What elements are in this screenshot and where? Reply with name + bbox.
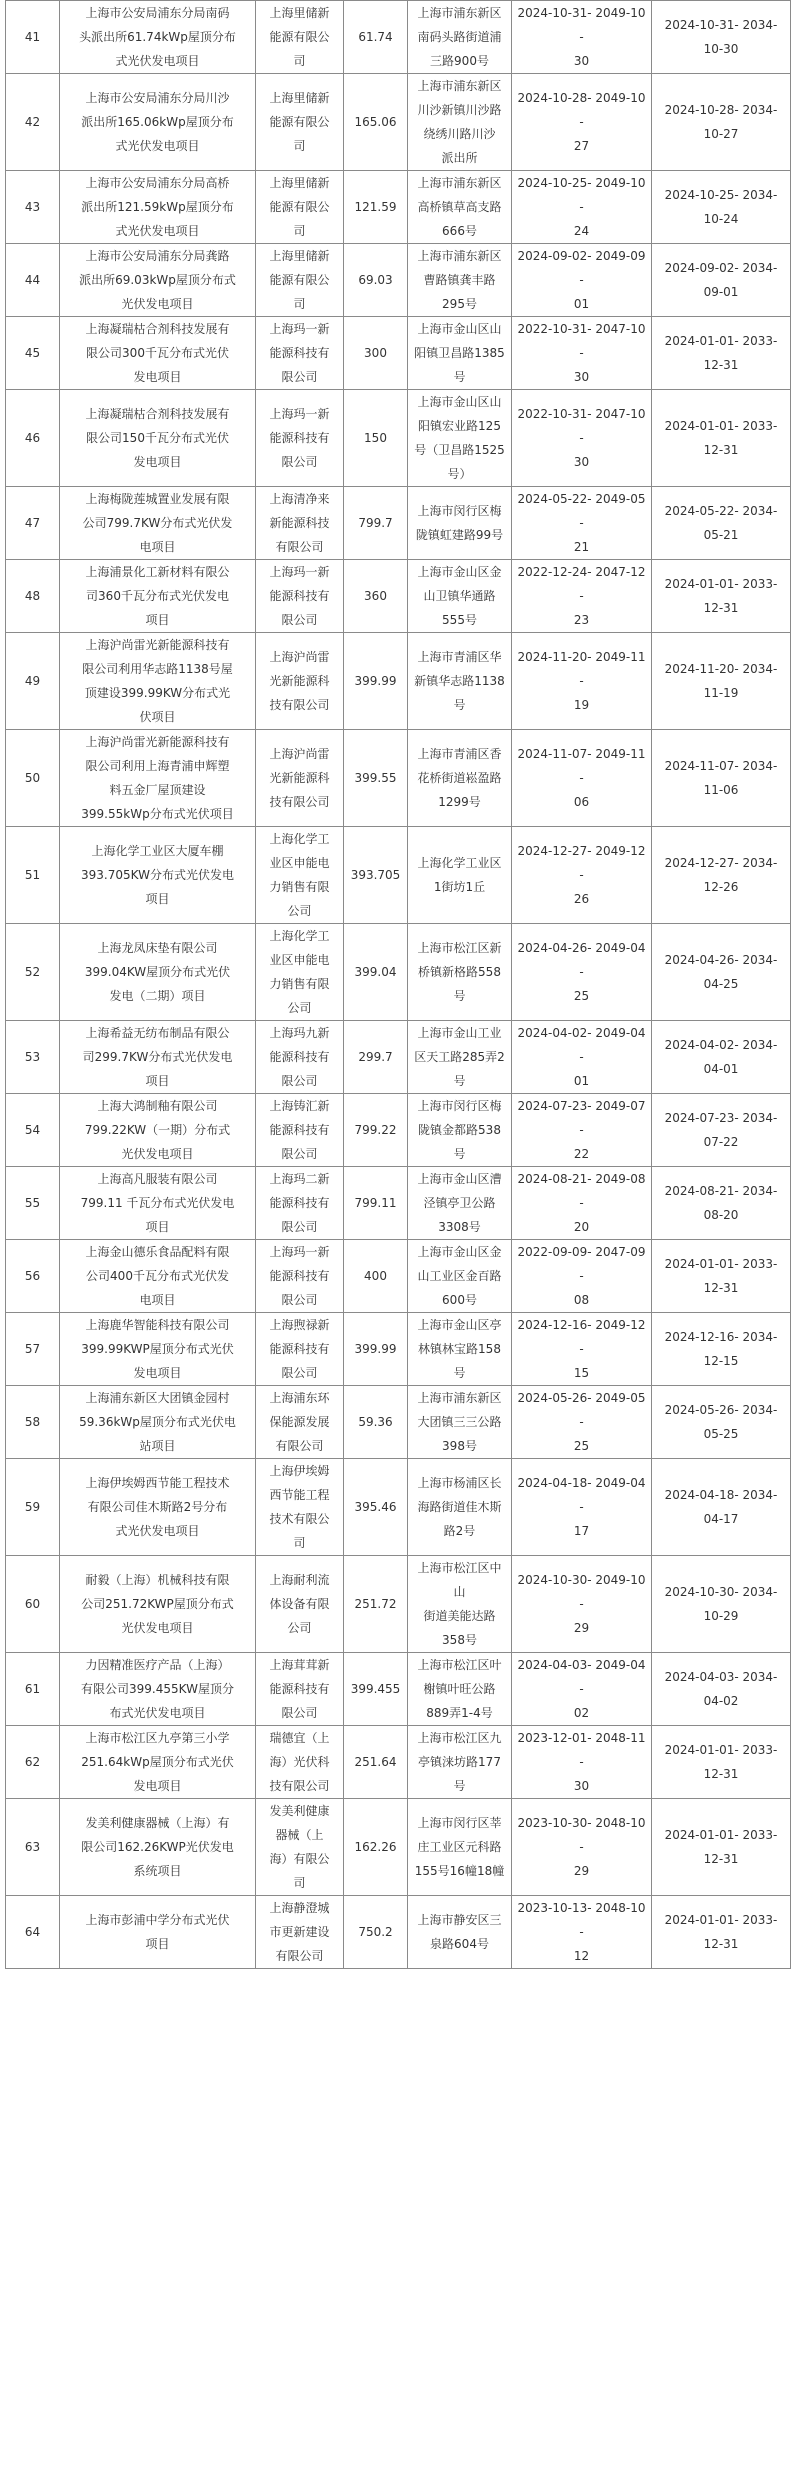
capacity-value: 750.2 [344,1896,408,1969]
support-period: 2024-09-02- 2034- 09-01 [652,244,791,317]
project-address: 上海市闵行区莘 庄工业区元科路 155号16幢18幢 [408,1799,512,1896]
owner-company: 上海化学工 业区申能电 力销售有限 公司 [256,827,344,924]
project-address: 上海市杨浦区长 海路街道佳木斯 路2号 [408,1459,512,1556]
owner-company: 上海玛二新 能源科技有 限公司 [256,1167,344,1240]
project-address: 上海市浦东新区 大团镇三三公路 398号 [408,1386,512,1459]
contract-term: 2024-11-20- 2049-11- 19 [512,633,652,730]
row-number: 45 [6,317,60,390]
support-period: 2024-08-21- 2034- 08-20 [652,1167,791,1240]
row-number: 55 [6,1167,60,1240]
project-address: 上海市青浦区华 新镇华志路1138 号 [408,633,512,730]
owner-company: 上海玛一新 能源科技有 限公司 [256,560,344,633]
capacity-value: 399.99 [344,633,408,730]
project-address: 上海市松江区九 亭镇涞坊路177 号 [408,1726,512,1799]
project-address: 上海市静安区三 泉路604号 [408,1896,512,1969]
row-number: 42 [6,74,60,171]
support-period: 2024-01-01- 2033- 12-31 [652,317,791,390]
contract-term: 2024-04-03- 2049-04- 02 [512,1653,652,1726]
project-address: 上海市金山工业 区天工路285弄2 号 [408,1021,512,1094]
contract-term: 2022-10-31- 2047-10- 30 [512,390,652,487]
owner-company: 上海玛九新 能源科技有 限公司 [256,1021,344,1094]
project-name: 力因精准医疗产品（上海） 有限公司399.455KW屋顶分 布式光伏发电项目 [60,1653,256,1726]
contract-term: 2024-07-23- 2049-07- 22 [512,1094,652,1167]
project-address: 上海市闵行区梅 陇镇虹建路99号 [408,487,512,560]
contract-term: 2024-10-31- 2049-10- 30 [512,1,652,74]
support-period: 2024-04-18- 2034- 04-17 [652,1459,791,1556]
table-row [6,1799,791,1896]
row-number: 52 [6,924,60,1021]
support-period: 2024-01-01- 2033- 12-31 [652,1726,791,1799]
table-row [6,1386,791,1459]
table-row [6,1653,791,1726]
table-row [6,1240,791,1313]
project-name: 上海市彭浦中学分布式光伏 项目 [60,1896,256,1969]
project-name: 上海大鸿制釉有限公司 799.22KW（一期）分布式 光伏发电项目 [60,1094,256,1167]
table-row [6,487,791,560]
table-row [6,1313,791,1386]
contract-term: 2024-12-27- 2049-12- 26 [512,827,652,924]
project-address: 上海市浦东新区 川沙新镇川沙路 绕绣川路川沙 派出所 [408,74,512,171]
owner-company: 上海里储新 能源有限公 司 [256,1,344,74]
capacity-value: 121.59 [344,171,408,244]
support-period: 2024-01-01- 2033- 12-31 [652,1799,791,1896]
owner-company: 上海铸汇新 能源科技有 限公司 [256,1094,344,1167]
support-period: 2024-07-23- 2034- 07-22 [652,1094,791,1167]
capacity-value: 399.55 [344,730,408,827]
contract-term: 2024-05-22- 2049-05- 21 [512,487,652,560]
row-number: 49 [6,633,60,730]
support-period: 2024-11-20- 2034- 11-19 [652,633,791,730]
table-row [6,730,791,827]
owner-company: 上海沪尚雷 光新能源科 技有限公司 [256,730,344,827]
owner-company: 上海清净来 新能源科技 有限公司 [256,487,344,560]
contract-term: 2022-12-24- 2047-12- 23 [512,560,652,633]
table-row [6,1,791,74]
table-row [6,1556,791,1653]
capacity-value: 400 [344,1240,408,1313]
table-row [6,390,791,487]
owner-company: 上海玛一新 能源科技有 限公司 [256,317,344,390]
project-address: 上海市金山区山 阳镇卫昌路1385 号 [408,317,512,390]
owner-company: 发美利健康 器械（上 海）有限公 司 [256,1799,344,1896]
project-name: 上海凝瑞枯合剂科技发展有 限公司300千瓦分布式光伏 发电项目 [60,317,256,390]
project-name: 上海沪尚雷光新能源科技有 限公司利用华志路1138号屋 顶建设399.99KW分布式光 伏项目 [60,633,256,730]
table-row [6,633,791,730]
project-name: 上海化学工业区大厦车棚 393.705KW分布式光伏发电 项目 [60,827,256,924]
row-number: 44 [6,244,60,317]
contract-term: 2022-09-09- 2047-09- 08 [512,1240,652,1313]
support-period: 2024-10-25- 2034- 10-24 [652,171,791,244]
row-number: 43 [6,171,60,244]
project-name: 上海鹿华智能科技有限公司 399.99KWP屋顶分布式光伏 发电项目 [60,1313,256,1386]
project-name: 上海市公安局浦东分局南码 头派出所61.74kWp屋顶分布 式光伏发电项目 [60,1,256,74]
project-name: 耐毅（上海）机械科技有限 公司251.72KWP屋顶分布式 光伏发电项目 [60,1556,256,1653]
project-name: 发美利健康器械（上海）有 限公司162.26KWP光伏发电 系统项目 [60,1799,256,1896]
table-row [6,1459,791,1556]
table-row [6,171,791,244]
owner-company: 上海里储新 能源有限公 司 [256,74,344,171]
project-name: 上海浦景化工新材料有限公 司360千瓦分布式光伏发电 项目 [60,560,256,633]
capacity-value: 393.705 [344,827,408,924]
table-row [6,827,791,924]
project-address: 上海市浦东新区 高桥镇草高支路 666号 [408,171,512,244]
support-period: 2024-10-28- 2034- 10-27 [652,74,791,171]
row-number: 46 [6,390,60,487]
contract-term: 2023-10-30- 2048-10- 29 [512,1799,652,1896]
owner-company: 上海茸茸新 能源科技有 限公司 [256,1653,344,1726]
capacity-value: 399.455 [344,1653,408,1726]
capacity-value: 165.06 [344,74,408,171]
project-address: 上海市金山区漕 泾镇亭卫公路 3308号 [408,1167,512,1240]
owner-company: 上海玛一新 能源科技有 限公司 [256,1240,344,1313]
row-number: 57 [6,1313,60,1386]
contract-term: 2022-10-31- 2047-10- 30 [512,317,652,390]
owner-company: 上海玛一新 能源科技有 限公司 [256,390,344,487]
project-name: 上海市公安局浦东分局高桥 派出所121.59kWp屋顶分布 式光伏发电项目 [60,171,256,244]
capacity-value: 799.7 [344,487,408,560]
row-number: 63 [6,1799,60,1896]
table-row [6,560,791,633]
project-name: 上海龙凤床垫有限公司 399.04KW屋顶分布式光伏 发电（二期）项目 [60,924,256,1021]
support-period: 2024-12-27- 2034- 12-26 [652,827,791,924]
project-name: 上海市公安局浦东分局川沙 派出所165.06kWp屋顶分布 式光伏发电项目 [60,74,256,171]
project-address: 上海市金山区金 山卫镇华通路 555号 [408,560,512,633]
capacity-value: 59.36 [344,1386,408,1459]
project-name: 上海沪尚雷光新能源科技有 限公司利用上海青浦申辉塑 料五金厂屋顶建设 399.55kWp分布式光伏项目 [60,730,256,827]
row-number: 60 [6,1556,60,1653]
owner-company: 上海里储新 能源有限公 司 [256,244,344,317]
project-name: 上海市松江区九亭第三小学 251.64kWp屋顶分布式光伏 发电项目 [60,1726,256,1799]
contract-term: 2024-04-26- 2049-04- 25 [512,924,652,1021]
row-number: 53 [6,1021,60,1094]
row-number: 56 [6,1240,60,1313]
row-number: 51 [6,827,60,924]
table-row [6,317,791,390]
support-period: 2024-01-01- 2033- 12-31 [652,1240,791,1313]
owner-company: 上海沪尚雷 光新能源科 技有限公司 [256,633,344,730]
support-period: 2024-05-26- 2034- 05-25 [652,1386,791,1459]
owner-company: 上海里储新 能源有限公 司 [256,171,344,244]
project-address: 上海市浦东新区 曹路镇龚丰路 295号 [408,244,512,317]
owner-company: 上海浦东环 保能源发展 有限公司 [256,1386,344,1459]
support-period: 2024-10-31- 2034- 10-30 [652,1,791,74]
contract-term: 2024-04-18- 2049-04- 17 [512,1459,652,1556]
capacity-value: 300 [344,317,408,390]
row-number: 59 [6,1459,60,1556]
contract-term: 2024-09-02- 2049-09- 01 [512,244,652,317]
contract-term: 2024-08-21- 2049-08- 20 [512,1167,652,1240]
project-address: 上海市金山区山 阳镇宏业路125 号（卫昌路1525 号） [408,390,512,487]
table-row [6,1094,791,1167]
row-number: 48 [6,560,60,633]
contract-term: 2024-10-30- 2049-10- 29 [512,1556,652,1653]
project-name: 上海金山德乐食品配料有限 公司400千瓦分布式光伏发 电项目 [60,1240,256,1313]
support-period: 2024-01-01- 2033- 12-31 [652,560,791,633]
contract-term: 2024-10-25- 2049-10- 24 [512,171,652,244]
project-address: 上海市闵行区梅 陇镇金都路538 号 [408,1094,512,1167]
capacity-value: 69.03 [344,244,408,317]
owner-company: 上海静澄城 市更新建设 有限公司 [256,1896,344,1969]
capacity-value: 395.46 [344,1459,408,1556]
row-number: 41 [6,1,60,74]
table-body [6,1,791,1969]
project-address: 上海市松江区中山 街道美能达路 358号 [408,1556,512,1653]
project-address: 上海市浦东新区 南码头路街道浦 三路900号 [408,1,512,74]
contract-term: 2024-10-28- 2049-10- 27 [512,74,652,171]
owner-company: 上海化学工 业区申能电 力销售有限 公司 [256,924,344,1021]
support-period: 2024-12-16- 2034- 12-15 [652,1313,791,1386]
project-name: 上海希益无纺布制品有限公 司299.7KW分布式光伏发电 项目 [60,1021,256,1094]
table-row [6,244,791,317]
project-address: 上海市松江区新 桥镇新格路558 号 [408,924,512,1021]
project-address: 上海市金山区亭 林镇林宝路158 号 [408,1313,512,1386]
table-row [6,1167,791,1240]
contract-term: 2024-11-07- 2049-11- 06 [512,730,652,827]
row-number: 62 [6,1726,60,1799]
table-row [6,74,791,171]
capacity-value: 399.99 [344,1313,408,1386]
support-period: 2024-10-30- 2034- 10-29 [652,1556,791,1653]
table-row [6,1726,791,1799]
project-address: 上海市松江区叶 榭镇叶旺公路 889弄1-4号 [408,1653,512,1726]
row-number: 64 [6,1896,60,1969]
capacity-value: 799.11 [344,1167,408,1240]
capacity-value: 399.04 [344,924,408,1021]
owner-company: 上海伊埃姆 西节能工程 技术有限公 司 [256,1459,344,1556]
row-number: 58 [6,1386,60,1459]
project-name: 上海伊埃姆西节能工程技术 有限公司佳木斯路2号分布 式光伏发电项目 [60,1459,256,1556]
project-address: 上海市金山区金 山工业区金百路 600号 [408,1240,512,1313]
row-number: 61 [6,1653,60,1726]
project-address: 上海化学工业区 1街坊1丘 [408,827,512,924]
support-period: 2024-01-01- 2033- 12-31 [652,390,791,487]
contract-term: 2024-05-26- 2049-05- 25 [512,1386,652,1459]
project-name: 上海高凡服装有限公司 799.11 千瓦分布式光伏发电 项目 [60,1167,256,1240]
owner-company: 上海煦禄新 能源科技有 限公司 [256,1313,344,1386]
project-name: 上海凝瑞枯合剂科技发展有 限公司150千瓦分布式光伏 发电项目 [60,390,256,487]
capacity-value: 150 [344,390,408,487]
support-period: 2024-04-02- 2034- 04-01 [652,1021,791,1094]
row-number: 50 [6,730,60,827]
capacity-value: 251.64 [344,1726,408,1799]
capacity-value: 61.74 [344,1,408,74]
table-row [6,924,791,1021]
support-period: 2024-04-03- 2034- 04-02 [652,1653,791,1726]
project-name: 上海市公安局浦东分局龚路 派出所69.03kWp屋顶分布式 光伏发电项目 [60,244,256,317]
capacity-value: 299.7 [344,1021,408,1094]
support-period: 2024-11-07- 2034- 11-06 [652,730,791,827]
row-number: 54 [6,1094,60,1167]
capacity-value: 251.72 [344,1556,408,1653]
project-table [5,0,791,1969]
contract-term: 2024-04-02- 2049-04- 01 [512,1021,652,1094]
contract-term: 2024-12-16- 2049-12- 15 [512,1313,652,1386]
row-number: 47 [6,487,60,560]
capacity-value: 162.26 [344,1799,408,1896]
owner-company: 瑞德宜（上 海）光伏科 技有限公司 [256,1726,344,1799]
table-row [6,1021,791,1094]
contract-term: 2023-10-13- 2048-10- 12 [512,1896,652,1969]
owner-company: 上海耐利流 体设备有限 公司 [256,1556,344,1653]
contract-term: 2023-12-01- 2048-11- 30 [512,1726,652,1799]
capacity-value: 360 [344,560,408,633]
project-name: 上海浦东新区大团镇金园村 59.36kWp屋顶分布式光伏电 站项目 [60,1386,256,1459]
support-period: 2024-05-22- 2034- 05-21 [652,487,791,560]
capacity-value: 799.22 [344,1094,408,1167]
table-row [6,1896,791,1969]
project-name: 上海梅陇莲城置业发展有限 公司799.7KW分布式光伏发 电项目 [60,487,256,560]
project-address: 上海市青浦区香 花桥街道崧盈路 1299号 [408,730,512,827]
support-period: 2024-04-26- 2034- 04-25 [652,924,791,1021]
support-period: 2024-01-01- 2033- 12-31 [652,1896,791,1969]
